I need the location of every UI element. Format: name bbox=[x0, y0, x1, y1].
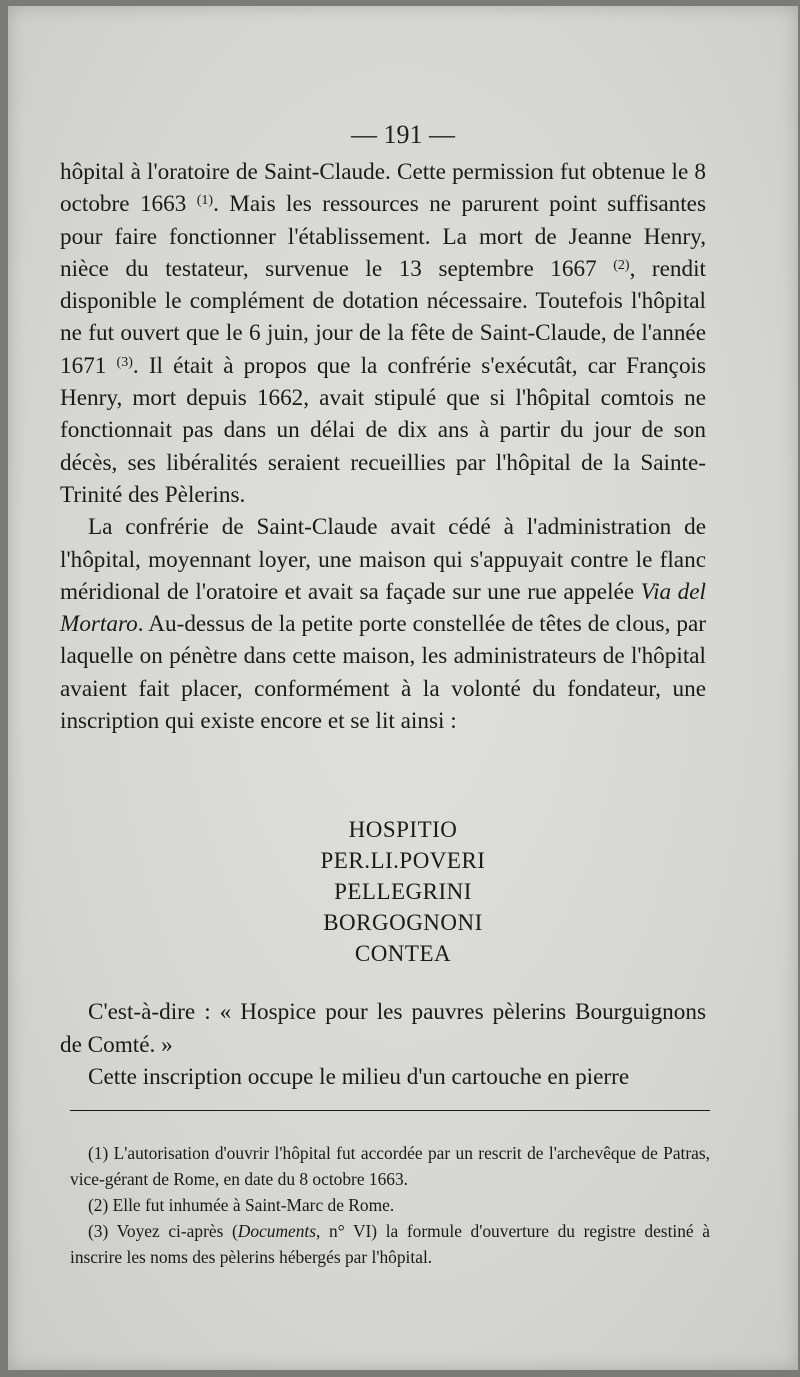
inscription-line-2: PER.LI.POVERI bbox=[320, 848, 486, 873]
inscription-line-5: CONTEA bbox=[354, 941, 452, 966]
book-page bbox=[8, 6, 798, 1370]
footnote-3-part-b: , n° VI) la formule d'ouverture du registre destiné à inscrire les noms des pèlerins hébergés par l'hôpital. bbox=[70, 1221, 710, 1267]
footnote-3 bbox=[70, 1218, 710, 1270]
paragraph-confrerie bbox=[60, 511, 706, 737]
inscription-line-4: BORGOGNONI bbox=[323, 910, 483, 935]
footnotes bbox=[70, 1140, 710, 1270]
street-name: Via del Mortaro bbox=[60, 578, 706, 638]
paragraph2-part-a: La confrérie de Saint-Claude avait cédé à l'administration de l'hôpital, moyennant loyer, une maison qui s'appuyait contre le flanc méridional de l'oratoire et avait sa façade sur une rue appelée bbox=[60, 514, 706, 605]
paragraph-hospital-opening bbox=[60, 156, 706, 511]
inscription-line-1: HOSPITIO bbox=[348, 817, 458, 842]
footnote-3-part-a: (3) Voyez ci-après ( bbox=[88, 1221, 238, 1241]
footnote-ref-1[interactable]: (1) bbox=[196, 193, 214, 209]
footnote-1: (1) L'autorisation d'ouvrir l'hôpital fut accordée par un rescrit de l'archevêque de Patras, vice-gérant de Rome, en date du 8 octobre 1663. bbox=[70, 1143, 710, 1189]
footnote-ref-2[interactable]: (2) bbox=[613, 257, 630, 273]
footnote-ref-3[interactable]: (3) bbox=[116, 354, 133, 370]
paragraph-cartouche: Cette inscription occupe le milieu d'un cartouche en pierre bbox=[88, 1064, 630, 1090]
main-text bbox=[60, 156, 706, 737]
paragraph-translation: C'est-à-dire : « Hospice pour les pauvres pèlerins Bourguignons de Comté. » bbox=[60, 999, 706, 1058]
page-number: — 191 — bbox=[351, 120, 455, 149]
footnote-3-italic: Documents bbox=[237, 1221, 317, 1241]
continuation-text bbox=[60, 996, 706, 1094]
footnote-2: (2) Elle fut inhumée à Saint-Marc de Rome. bbox=[88, 1195, 395, 1215]
paragraph1-part-b: . Mais les ressources ne parurent point suffisantes pour faire fonctionner l'établissement. La mort de Jeanne Henry, nièce du testateur, survenue le 13 septembre 1667 bbox=[60, 191, 707, 282]
paragraph2-part-b: . Au-dessus de la petite porte constellée de têtes de clous, par laquelle on pénètre dans cette maison, les administrateurs de l'hôpital avaient fait placer, conformément à la volonté du fondateur, une inscription qui existe encore et se lit ainsi : bbox=[60, 611, 706, 735]
footnote-divider bbox=[70, 1110, 710, 1111]
paragraph1-part-a: hôpital à l'oratoire de Saint-Claude. Cette permission fut obtenue le 8 octobre 1663 bbox=[60, 159, 706, 218]
inscription-block bbox=[8, 814, 798, 969]
paragraph1-part-d: . Il était à propos que la confrérie s'exécutât, car François Henry, mort depuis 1662, avait stipulé que si l'hôpital comtois ne fonctionnait pas dans un délai de dix ans à partir du jour de son décès, ses libéralités seraient recueillies par l'hôpital de la Sainte-Trinité des Pèlerins. bbox=[60, 352, 707, 508]
inscription-line-3: PELLEGRINI bbox=[334, 879, 472, 904]
paragraph1-part-c: , rendit disponible le complément de dotation nécessaire. Toutefois l'hôpital ne fut ouvert que le 6 juin, jour de la fête de Saint-Claude, de l'année 1671 bbox=[60, 255, 706, 379]
